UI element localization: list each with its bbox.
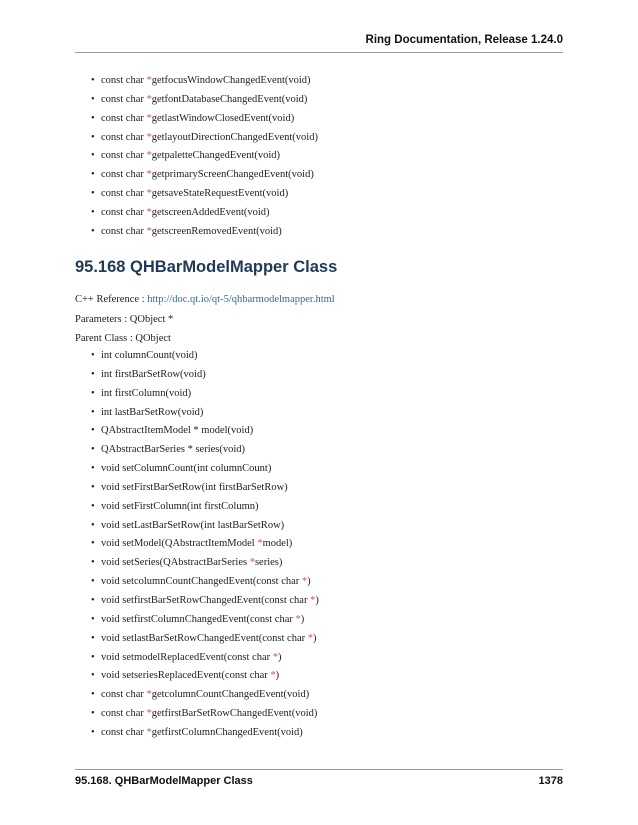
bullet-icon: • <box>91 225 95 237</box>
list-item <box>91 479 319 498</box>
list-item-text: QAbstractBarSeries * series(void) <box>101 444 246 456</box>
footer-divider <box>75 769 563 770</box>
list-item-text: QAbstractItemModel * model(void) <box>101 425 254 437</box>
pointer-star: * <box>146 93 152 105</box>
bullet-icon: • <box>91 387 95 399</box>
pointer-star: * <box>146 188 152 200</box>
list-item-text: const char <box>101 225 147 237</box>
list-item <box>91 535 319 554</box>
list-item-text: ) <box>275 670 280 682</box>
bullet-icon: • <box>91 726 95 738</box>
pointer-star: * <box>249 557 255 569</box>
bullet-icon: • <box>91 708 95 720</box>
list-item-text: getscreenRemovedEvent(void) <box>151 225 282 237</box>
page-footer <box>75 769 563 787</box>
pointer-star: * <box>146 169 152 181</box>
bullet-icon: • <box>91 689 95 701</box>
pointer-star: * <box>270 670 276 682</box>
list-item <box>91 366 319 385</box>
bullet-icon: • <box>91 463 95 475</box>
footer-section: 95.168. QHBarModelMapper Class <box>75 775 253 787</box>
list-item-text: const char <box>101 112 147 124</box>
list-item <box>91 686 319 705</box>
list-item-text: ) <box>313 632 317 644</box>
list-item-text: const char <box>101 131 147 143</box>
bullet-icon: • <box>91 632 95 644</box>
list-item-text: int firstBarSetRow(void) <box>101 368 206 380</box>
bullet-icon: • <box>91 112 95 124</box>
list-item <box>91 441 319 460</box>
bullet-icon: • <box>91 557 95 569</box>
method-list-main <box>91 347 319 743</box>
list-item <box>91 724 319 743</box>
list-item <box>91 129 318 148</box>
bullet-icon: • <box>91 131 95 143</box>
list-item-text: const char <box>101 75 147 86</box>
list-item <box>91 166 318 185</box>
bullet-icon: • <box>91 206 95 218</box>
bullet-icon: • <box>91 150 95 162</box>
list-item <box>91 204 318 223</box>
list-item-text: series) <box>254 557 283 569</box>
bullet-icon: • <box>91 425 95 437</box>
pointer-star: * <box>146 689 152 701</box>
list-item-text: void setfirstBarSetRowChangedEvent(const char <box>101 594 311 606</box>
pointer-star: * <box>146 726 152 738</box>
list-item-text: void setfirstColumnChangedEvent(const char <box>101 613 296 625</box>
list-item <box>91 592 319 611</box>
list-item-text: int columnCount(void) <box>101 350 198 361</box>
list-item-text: void setseriesReplacedEvent(const char <box>101 670 271 682</box>
document-title: Ring Documentation, Release 1.24.0 <box>365 34 563 46</box>
list-item-text: getprimaryScreenChangedEvent(void) <box>151 169 314 181</box>
pointer-star: * <box>310 594 316 606</box>
bullet-icon: • <box>91 594 95 606</box>
list-item <box>91 91 318 110</box>
list-item-text: void setFirstBarSetRow(int firstBarSetRow) <box>101 481 288 493</box>
list-item-text: getsaveStateRequestEvent(void) <box>151 188 289 200</box>
bullet-icon: • <box>91 444 95 456</box>
pointer-star: * <box>146 131 152 143</box>
list-item-text: getpaletteChangedEvent(void) <box>151 150 281 162</box>
list-item-text: ) <box>315 594 319 606</box>
bullet-icon: • <box>91 406 95 418</box>
bullet-icon: • <box>91 670 95 682</box>
list-item <box>91 385 319 404</box>
list-item-text: model) <box>262 538 293 550</box>
list-item-text: const char <box>101 726 147 738</box>
bullet-icon: • <box>91 651 95 663</box>
bullet-icon: • <box>91 75 95 86</box>
list-item-text: void setColumnCount(int columnCount) <box>101 463 272 475</box>
list-item <box>91 517 319 536</box>
pointer-star: * <box>146 225 152 237</box>
pointer-star: * <box>257 538 263 550</box>
bullet-icon: • <box>91 481 95 493</box>
list-item-text: ) <box>300 613 305 625</box>
list-item <box>91 705 319 724</box>
bullet-icon: • <box>91 350 95 361</box>
list-item-text: getscreenAddedEvent(void) <box>151 206 270 218</box>
bullet-icon: • <box>91 500 95 512</box>
list-item <box>91 147 318 166</box>
section-title: 95.168 QHBarModelMapper Class <box>75 258 338 276</box>
list-item-text: int firstColumn(void) <box>101 387 192 399</box>
cpp-reference-link[interactable]: http://doc.qt.io/qt-5/qhbarmodelmapper.html <box>147 294 335 305</box>
list-item-text: const char <box>101 169 147 181</box>
list-item <box>91 667 319 686</box>
list-item-text: const char <box>101 689 147 701</box>
list-item <box>91 347 319 366</box>
pointer-star: * <box>301 576 308 588</box>
cpp-reference-label: C++ Reference : <box>75 294 148 305</box>
parent-class-text: Parent Class : QObject <box>75 333 171 344</box>
list-item-text: getlastWindowClosedEvent(void) <box>151 112 295 124</box>
pointer-star: * <box>146 708 152 720</box>
list-item-text: const char <box>101 206 147 218</box>
list-item-text: const char <box>101 150 147 162</box>
list-item-text: ) <box>307 576 311 588</box>
list-item <box>91 460 319 479</box>
list-item <box>91 72 318 91</box>
header-divider <box>75 52 563 53</box>
pointer-star: * <box>146 75 152 86</box>
list-item-text: const char <box>101 188 147 200</box>
list-item <box>91 649 319 668</box>
list-item <box>91 422 319 441</box>
bullet-icon: • <box>91 519 95 531</box>
pointer-star: * <box>146 150 152 162</box>
page-header <box>75 34 563 53</box>
pointer-star: * <box>146 112 152 124</box>
list-item-text: getfirstBarSetRowChangedEvent(void) <box>151 708 318 720</box>
bullet-icon: • <box>91 368 95 380</box>
pointer-star: * <box>146 206 152 218</box>
list-item-text: void setSeries(QAbstractBarSeries <box>101 557 250 569</box>
bullet-icon: • <box>91 169 95 181</box>
list-item-text: int lastBarSetRow(void) <box>101 406 204 418</box>
list-item-text: getfirstColumnChangedEvent(void) <box>151 726 303 738</box>
list-item-text: const char <box>101 93 147 105</box>
list-item-text: getcolumnCountChangedEvent(void) <box>151 689 310 701</box>
list-item-text: getfontDatabaseChangedEvent(void) <box>151 93 308 105</box>
list-item <box>91 554 319 573</box>
pointer-star: * <box>295 613 301 625</box>
bullet-icon: • <box>91 613 95 625</box>
list-item-text: void setcolumnCountChangedEvent(const char <box>101 576 302 588</box>
page-number: 1378 <box>538 775 563 787</box>
list-item-text: getlayoutDirectionChangedEvent(void) <box>151 131 318 143</box>
bullet-icon: • <box>91 188 95 200</box>
pointer-star: * <box>307 632 313 644</box>
list-item <box>91 611 319 630</box>
list-item <box>91 498 319 517</box>
list-item-text: const char <box>101 708 147 720</box>
bullet-icon: • <box>91 93 95 105</box>
list-item-text: void setmodelReplacedEvent(const char <box>101 651 273 663</box>
list-item <box>91 573 319 592</box>
method-list-top <box>91 72 318 242</box>
list-item-text: void setLastBarSetRow(int lastBarSetRow) <box>101 519 285 531</box>
list-item <box>91 110 318 129</box>
list-item <box>91 223 318 242</box>
list-item-text: ) <box>277 651 282 663</box>
list-item-text: void setModel(QAbstractItemModel <box>101 538 258 550</box>
bullet-icon: • <box>91 538 95 550</box>
list-item-text: void setlastBarSetRowChangedEvent(const char <box>101 632 308 644</box>
list-item-text: void setFirstColumn(int firstColumn) <box>101 500 259 512</box>
pointer-star: * <box>272 651 278 663</box>
bullet-icon: • <box>91 576 95 588</box>
list-item <box>91 630 319 649</box>
list-item <box>91 404 319 423</box>
list-item <box>91 185 318 204</box>
cpp-reference <box>75 294 335 305</box>
parameters-text: Parameters : QObject * <box>75 314 174 325</box>
list-item-text: getfocusWindowChangedEvent(void) <box>151 75 311 86</box>
